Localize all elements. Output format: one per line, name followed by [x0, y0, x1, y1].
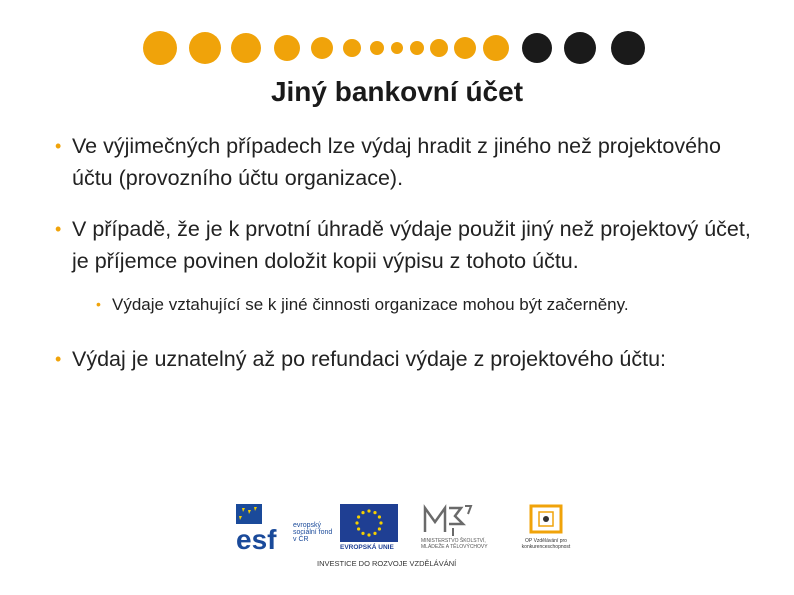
eu-logo	[340, 504, 402, 554]
opvk-mark-icon	[527, 502, 565, 536]
decorative-dot	[231, 33, 261, 63]
bullet-marker-icon: •	[96, 296, 101, 312]
eu-flag-icon	[340, 504, 398, 542]
msmt-text: MINISTERSTVO ŠKOLSTVÍ, MLÁDEŽE A TĚLOVÝCHOVY	[421, 538, 488, 550]
decorative-dot	[430, 39, 448, 57]
decorative-dot	[391, 42, 403, 54]
eu-star-icon	[361, 511, 364, 514]
bullet-text: Výdaje vztahující se k jiné činnosti organizace mohou být začerněny.	[112, 295, 629, 314]
msmt-mark-icon	[423, 502, 475, 536]
page-title-text: Jiný bankovní účet	[270, 76, 524, 107]
eu-star-icon	[373, 511, 376, 514]
decorative-dot	[611, 31, 645, 65]
eu-star-icon	[367, 509, 370, 512]
eu-star-icon	[378, 515, 381, 518]
decorative-dot	[143, 31, 177, 65]
bullet-list	[55, 130, 755, 394]
bullet-marker-icon: •	[55, 136, 62, 156]
decorative-dot-row	[0, 0, 794, 80]
page-title	[0, 76, 794, 108]
eu-star-icon	[357, 527, 360, 530]
opvk-text: OP Vzdělávání pro konkurenceschopnost	[521, 538, 571, 550]
bullet-text: V případě, že je k prvotní úhradě výdaje použit jiný než projektový účet, je příjemce povinen doložit kopii výpisu z tohoto účtu.	[72, 217, 751, 273]
bullet-marker-icon: •	[55, 219, 62, 239]
eu-star-icon	[378, 527, 381, 530]
decorative-dot	[564, 32, 596, 64]
eu-star-icon	[357, 515, 360, 518]
decorative-dot	[274, 35, 300, 61]
msmt-logo	[423, 502, 503, 554]
list-item	[96, 292, 755, 317]
svg-text:esf: esf	[236, 524, 277, 550]
list-item	[55, 343, 755, 375]
logo-strip	[233, 498, 578, 573]
decorative-dot	[522, 33, 552, 63]
decorative-dot	[189, 32, 221, 64]
esf-text: evropský sociální fond v ČR	[293, 522, 333, 543]
eu-star-icon	[367, 533, 370, 536]
bullet-text: Ve výjimečných případech lze výdaj hradit z jiného než projektového účtu (provozního účtu organizace).	[72, 134, 721, 190]
eu-text: EVROPSKÁ UNIE	[340, 544, 394, 551]
esf-logo-icon	[236, 504, 294, 550]
decorative-dot	[454, 37, 476, 59]
eu-star-icon	[355, 521, 358, 524]
eu-star-icon	[379, 521, 382, 524]
tagline-text: INVESTICE DO ROZVOJE VZDĚLÁVÁNÍ	[317, 559, 457, 568]
list-item	[55, 130, 755, 194]
decorative-dot	[343, 39, 361, 57]
decorative-dot	[311, 37, 333, 59]
decorative-dot	[410, 41, 424, 55]
eu-star-icon	[373, 532, 376, 535]
decorative-dot	[483, 35, 509, 61]
bullet-text: Výdaj je uznatelný až po refundaci výdaje z projektového účtu:	[72, 347, 667, 371]
esf-logo	[236, 504, 336, 550]
bullet-marker-icon: •	[55, 349, 62, 369]
list-item	[55, 213, 755, 277]
eu-star-icon	[361, 532, 364, 535]
decorative-dot	[370, 41, 384, 55]
opvk-logo	[513, 502, 581, 554]
